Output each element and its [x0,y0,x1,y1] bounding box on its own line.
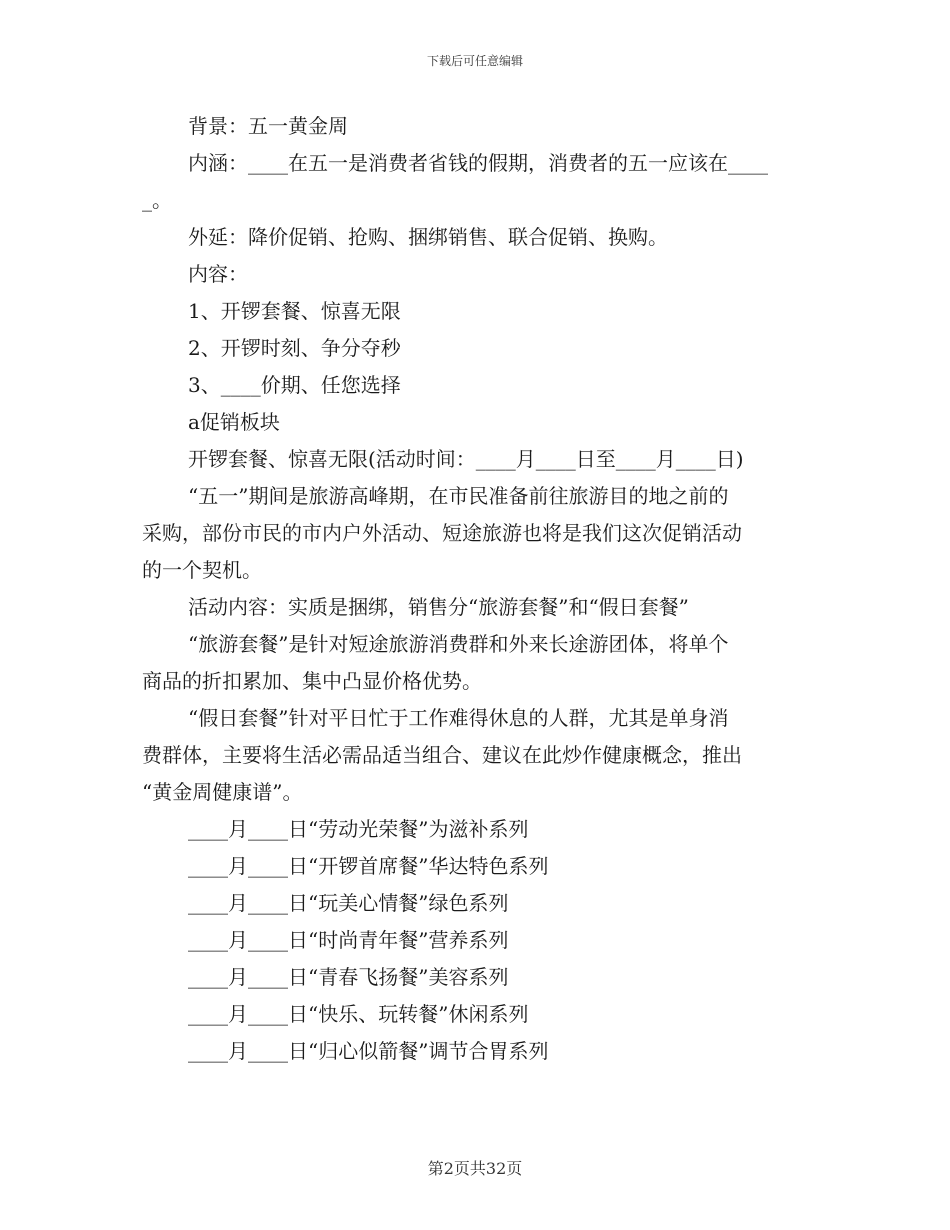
content-item-2: 2、开锣时刻、争分夺秒 [188,336,401,360]
page-footer: 第2页共32页 [427,1159,523,1178]
paragraph-line: “黄金周健康谱”。 [142,780,303,804]
extension-line: 外延：降价促销、抢购、捆绑销售、联合促销、换购。 [188,225,668,249]
menu-list-item: ____月____日“玩美心情餐”绿色系列 [188,891,509,915]
menu-list-item: ____月____日“劳动光荣餐”为滋补系列 [188,817,529,841]
paragraph-line: 商品的折扣累加、集中凸显价格优势。 [142,669,482,693]
page-header: 下载后可任意编辑 [426,54,523,68]
menu-list-item: ____月____日“快乐、玩转餐”休闲系列 [188,1002,529,1026]
menu-list-item: ____月____日“青春飞扬餐”美容系列 [188,965,509,989]
paragraph-line: 的一个契机。 [142,558,262,582]
background-line: 背景：五一黄金周 [188,114,348,138]
paragraph-line: “假日套餐”针对平日忙于工作难得休息的人群，尤其是单身消 [188,706,729,730]
section-heading: a促销板块 [188,410,280,434]
paragraph-line: 采购，部份市民的市内户外活动、短途旅游也将是我们这次促销活动 [142,521,742,545]
paragraph-line: 活动内容：实质是捆绑，销售分“旅游套餐”和“假日套餐” [188,595,689,619]
menu-list-item: ____月____日“归心似箭餐”调节合胃系列 [188,1039,549,1063]
activity-title: 开锣套餐、惊喜无限(活动时间：____月____日至____月____日) [188,447,744,471]
content-item-1: 1、开锣套餐、惊喜无限 [188,299,401,323]
content-heading: 内容： [188,262,248,286]
menu-list-item: ____月____日“时尚青年餐”营养系列 [188,928,509,952]
content-item-3: 3、____价期、任您选择 [188,373,401,397]
menu-list-item: ____月____日“开锣首席餐”华达特色系列 [188,854,549,878]
paragraph-line: 费群体，主要将生活必需品适当组合、建议在此炒作健康概念，推出 [142,743,742,767]
paragraph-line: “旅游套餐”是针对短途旅游消费群和外来长途游团体，将单个 [188,632,729,656]
connotation-line: 内涵：____在五一是消费者省钱的假期，消费者的五一应该在____ [188,151,768,175]
paragraph-line: “五一”期间是旅游高峰期，在市民准备前往旅游目的地之前的 [188,484,729,508]
connotation-continuation: _。 [142,188,172,212]
